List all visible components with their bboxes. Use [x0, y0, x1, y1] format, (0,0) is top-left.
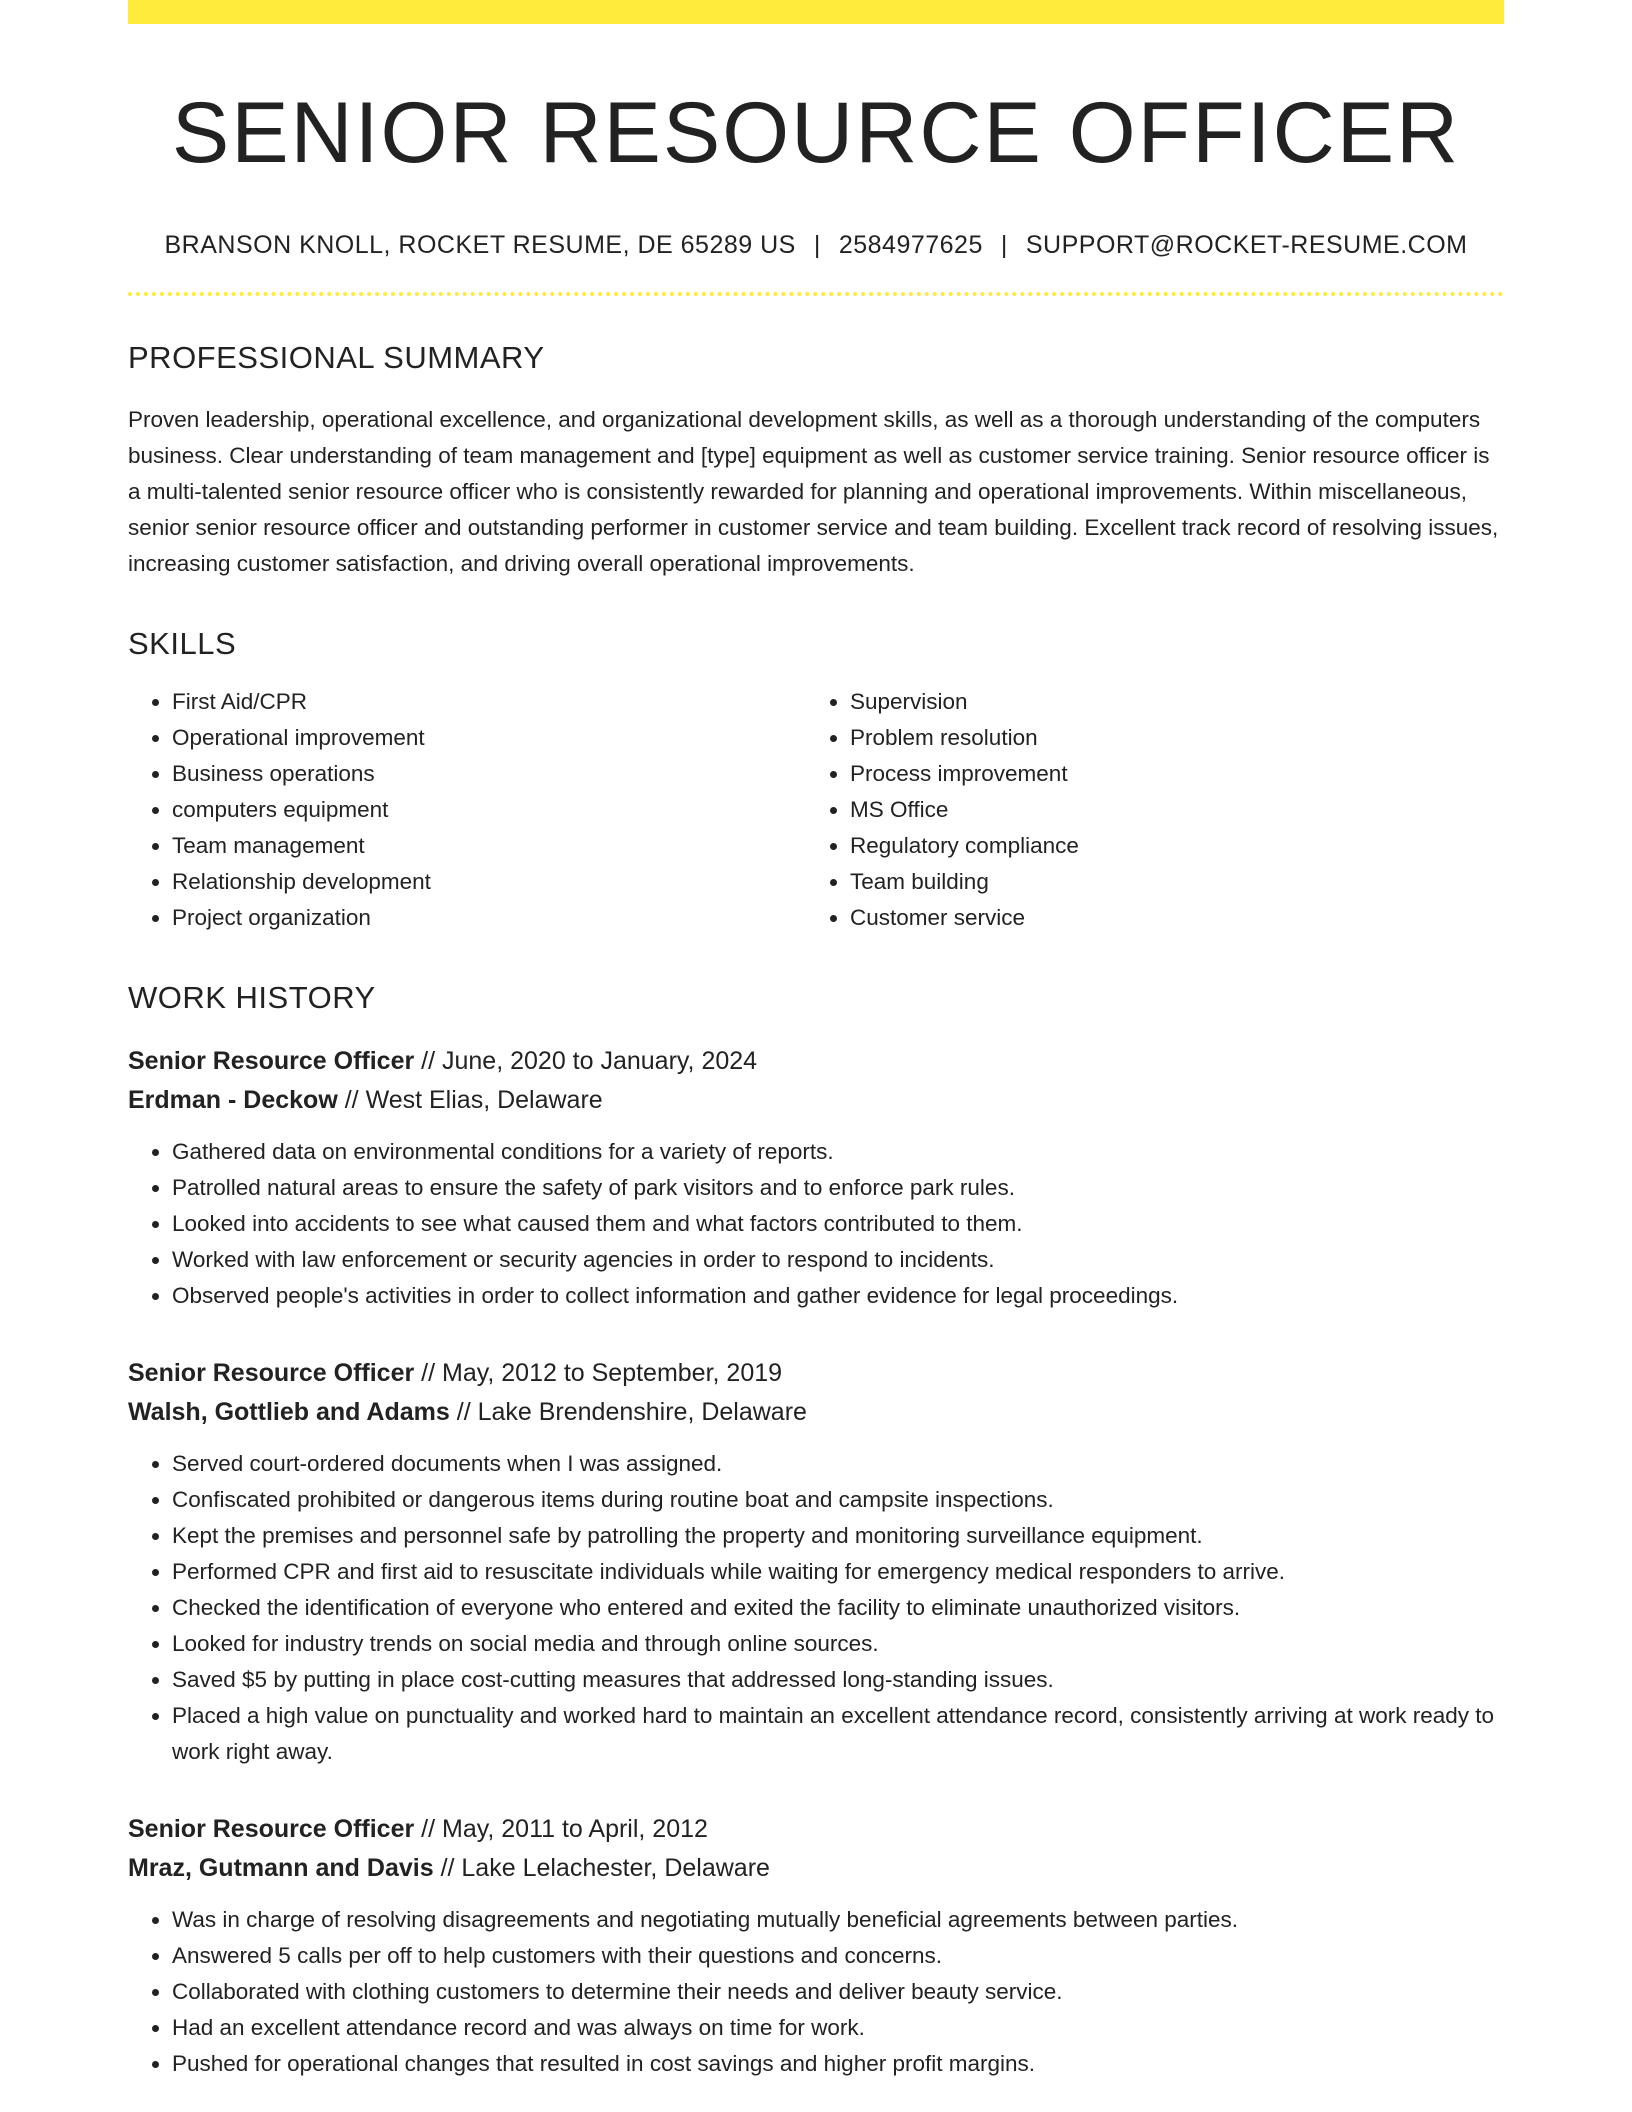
job-duty: • Gathered data on environmental conditions for a variety of reports.	[172, 1134, 1504, 1170]
job-title-line	[128, 1354, 1504, 1393]
skill-item: • Process improvement	[850, 756, 1484, 792]
job-duty: • Observed people's activities in order to collect information and gather evidence for legal proceedings.	[172, 1278, 1504, 1314]
job-duty: • Was in charge of resolving disagreements and negotiating mutually beneficial agreements between parties.	[172, 1902, 1504, 1938]
job-title-line	[128, 1810, 1504, 1849]
job-duty: • Kept the premises and personnel safe by patrolling the property and monitoring surveillance equipment.	[172, 1518, 1504, 1554]
job-entry	[128, 1042, 1504, 1314]
summary-heading: PROFESSIONAL SUMMARY	[128, 339, 545, 375]
contact-separator: |	[1000, 230, 1008, 259]
job-duty: • Served court-ordered documents when I was assigned.	[172, 1446, 1504, 1482]
job-duties	[128, 1446, 1504, 1770]
resume-page	[128, 0, 1504, 2112]
job-duty: • Had an excellent attendance record and was always on time for work.	[172, 2010, 1504, 2046]
job-duty: • Confiscated prohibited or dangerous items during routine boat and campsite inspections.	[172, 1482, 1504, 1518]
skill-item: • Team building	[850, 864, 1484, 900]
job-location: // Lake Brendenshire, Delaware	[449, 1397, 807, 1426]
skill-item: • Team management	[172, 828, 806, 864]
skill-item: • MS Office	[850, 792, 1484, 828]
job-role: Senior Resource Officer	[128, 1046, 415, 1075]
job-company: Erdman - Deckow	[128, 1085, 338, 1114]
job-duty: • Collaborated with clothing customers to determine their needs and deliver beauty service.	[172, 1974, 1504, 2010]
job-duties	[128, 1134, 1504, 1314]
skill-item: • computers equipment	[172, 792, 806, 828]
job-duty: • Looked for industry trends on social media and through online sources.	[172, 1626, 1504, 1662]
job-role: Senior Resource Officer	[128, 1814, 415, 1843]
skills-list	[128, 684, 1504, 936]
job-duty: • Placed a high value on punctuality and worked hard to maintain an excellent attendance record, consistently arriving at work ready to work right away.	[172, 1698, 1504, 1770]
skill-item: • Supervision	[850, 684, 1484, 720]
skill-item: • Relationship development	[172, 864, 806, 900]
job-duty: • Answered 5 calls per off to help customers with their questions and concerns.	[172, 1938, 1504, 1974]
skills-column-right	[806, 684, 1484, 936]
skill-item: • Problem resolution	[850, 720, 1484, 756]
skill-item: • Operational improvement	[172, 720, 806, 756]
contact-email: SUPPORT@ROCKET-RESUME.COM	[1025, 230, 1468, 259]
job-dates: // May, 2011 to April, 2012	[414, 1814, 708, 1843]
skill-item: • Business operations	[172, 756, 806, 792]
job-duty: • Checked the identification of everyone who entered and exited the facility to eliminate unauthorized visitors.	[172, 1590, 1504, 1626]
top-accent-bar	[128, 0, 1504, 24]
job-title-line	[128, 1042, 1504, 1081]
skill-item: • First Aid/CPR	[172, 684, 806, 720]
skill-item: • Regulatory compliance	[850, 828, 1484, 864]
job-location: // Lake Lelachester, Delaware	[433, 1853, 770, 1882]
contact-line	[128, 231, 1504, 260]
job-company-line	[128, 1393, 1504, 1432]
contact-separator: |	[813, 230, 821, 259]
job-role: Senior Resource Officer	[128, 1358, 415, 1387]
job-duty: • Worked with law enforcement or security agencies in order to respond to incidents.	[172, 1242, 1504, 1278]
summary-text: Proven leadership, operational excellence, and organizational development skills, as well as a thorough understanding of the computers business. Clear understanding of team management and [type] equipment as well as customer service training. Senior resource officer is a multi-talented senior resource officer who is consistently rewarded for planning and operational improvements. Within miscellaneous, senior senior resource officer and outstanding performer in customer service and team building. Excellent track record of resolving issues, increasing customer satisfaction, and driving overall operational improvements.	[128, 406, 1499, 576]
job-entry	[128, 1810, 1504, 2082]
job-duty: • Pushed for operational changes that resulted in cost savings and higher profit margins.	[172, 2046, 1504, 2082]
page-title: SENIOR RESOURCE OFFICER	[171, 85, 1461, 181]
skill-item: • Project organization	[172, 900, 806, 936]
skills-heading: SKILLS	[128, 625, 237, 661]
job-dates: // June, 2020 to January, 2024	[414, 1046, 758, 1075]
job-duty: • Saved $5 by putting in place cost-cutting measures that addressed long-standing issues.	[172, 1662, 1504, 1698]
job-company-line	[128, 1081, 1504, 1120]
header-divider	[128, 292, 1504, 296]
job-duty: • Performed CPR and first aid to resuscitate individuals while waiting for emergency medical responders to arrive.	[172, 1554, 1504, 1590]
skills-column-left	[128, 684, 806, 936]
job-entry	[128, 1354, 1504, 1770]
job-company: Walsh, Gottlieb and Adams	[128, 1397, 450, 1426]
work-history-heading: WORK HISTORY	[128, 979, 376, 1015]
job-location: // West Elias, Delaware	[337, 1085, 603, 1114]
contact-phone: 2584977625	[838, 230, 983, 259]
job-dates: // May, 2012 to September, 2019	[414, 1358, 783, 1387]
job-duty: • Looked into accidents to see what caused them and what factors contributed to them.	[172, 1206, 1504, 1242]
job-duty: • Patrolled natural areas to ensure the safety of park visitors and to enforce park rules.	[172, 1170, 1504, 1206]
job-duties	[128, 1902, 1504, 2082]
skill-item: • Customer service	[850, 900, 1484, 936]
job-company: Mraz, Gutmann and Davis	[128, 1853, 434, 1882]
contact-address: BRANSON KNOLL, ROCKET RESUME, DE 65289 US	[164, 230, 796, 259]
job-company-line	[128, 1849, 1504, 1888]
